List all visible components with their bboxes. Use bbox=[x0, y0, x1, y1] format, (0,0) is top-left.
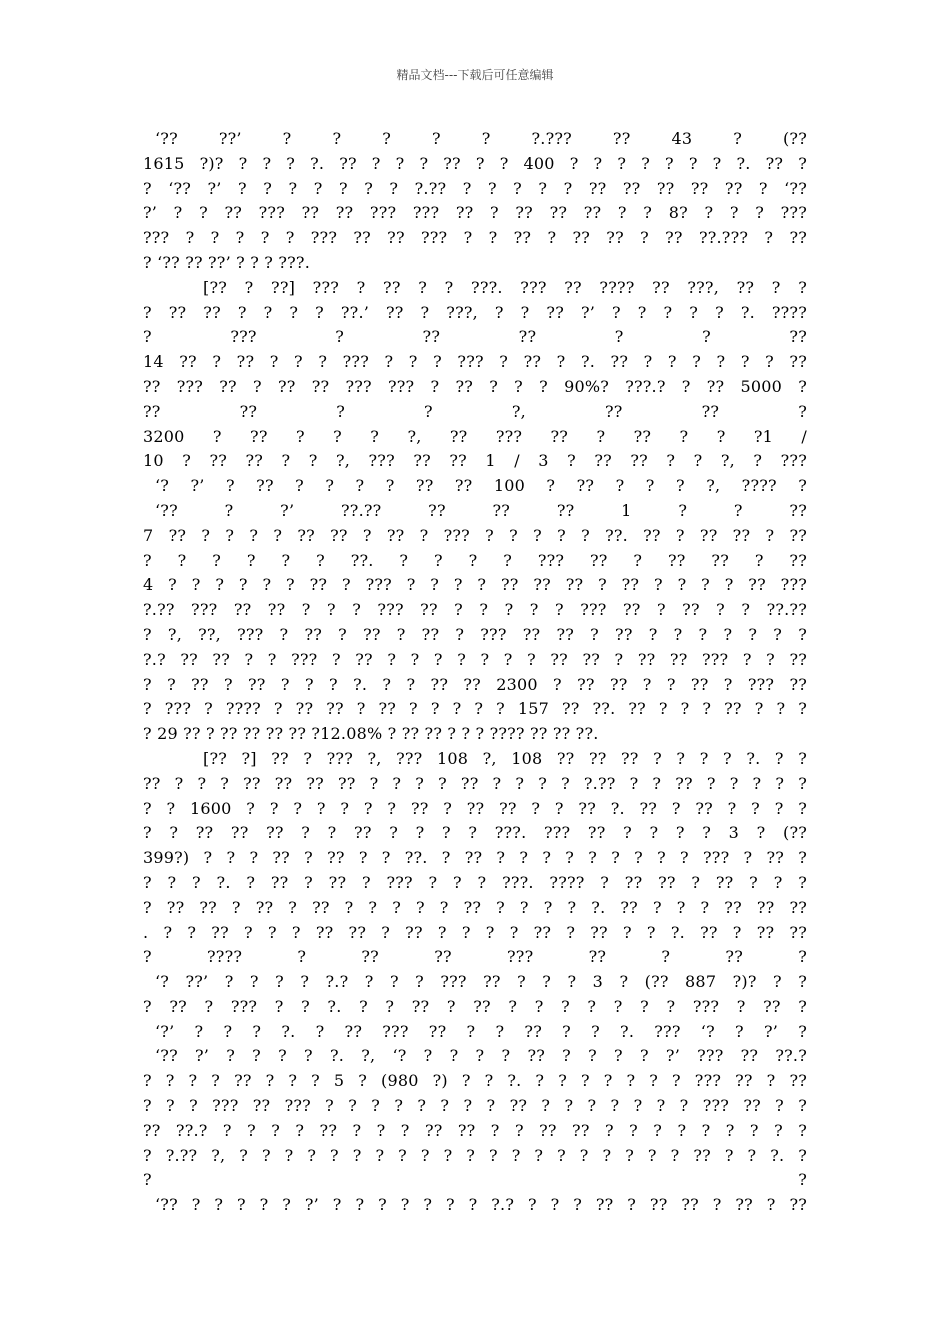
text-line: 14 ?? ? ?? ? ? ? ??? ? ? ? ??? ? ?? ? ?. ?? ? ? ? ? ? ? ?? bbox=[143, 352, 807, 372]
text-line: ‘?? ?’ ? ? ? ? ?. ?, ‘? ? ? ? ? ?? ? ? ? ? ?’ ??? ?? ??.? bbox=[155, 1046, 807, 1066]
text-line: [?? ? ??] ??? ? ?? ? ? ???. ??? ?? ???? ?? ???, ?? ? ? bbox=[203, 277, 807, 297]
text-line: ‘?? ??’ ? ? ? ? ? ?.??? ?? 43 ? (?? bbox=[155, 129, 807, 148]
text-line: ?? ?? ? ? ?, ?? ?? ? bbox=[143, 401, 807, 421]
text-line: 1615 ?)? ? ? ? ?. ?? ? ? ? ?? ? ? 400 ? ? ? ? ? ? ? ?. ?? ? bbox=[143, 153, 807, 173]
text-line: ‘?? ? ? ? ? ? ?’ ? ? ? ? ? ? ? ?.? ? ? ? ?? ? ?? ?? ? ?? ? ?? bbox=[155, 1195, 807, 1215]
text-line: ? ?.?? ?, ? ? ? ? ? ? ? ? ? ? ? ? ? ? ? ? ? ? ? ? ?? ? ? ?. ? bbox=[143, 1145, 807, 1165]
text-line: ? ‘?? ?’ ? ? ? ? ? ? ? ?.?? ? ? ? ? ? ?? ?? ?? ?? ?? ? ‘?? bbox=[143, 178, 807, 198]
text-line: ? ? 1600 ? ? ? ? ? ? ? ?? ? ?? ?? ? ? ?? ?. ?? ? ?? ? ? ? ? bbox=[143, 798, 807, 818]
text-line: ?? ? ? ? ?? ?? ?? ?? ? ? ? ? ?? ? ? ? ? ?.?? ? ? ?? ? ? ? ? ? bbox=[143, 773, 807, 793]
text-line: 7 ?? ? ? ? ? ?? ?? ? ?? ? ??? ? ? ? ? ? ??. ?? ? ?? ?? ? ?? bbox=[143, 525, 807, 545]
text-line: ? ? ? ?. ? ?? ? ?? ? ??? ? ? ? ???. ???? ? ?? ?? ? ?? ? ? ? bbox=[143, 872, 807, 892]
text-line: 399?) ? ? ? ?? ? ?? ? ? ??. ? ?? ? ? ? ? ? ? ? ? ? ??? ? ?? ? bbox=[143, 848, 807, 868]
text-line: ? ??? ? ?? ?? ? ? ?? bbox=[143, 327, 807, 347]
document-body bbox=[143, 127, 807, 1218]
text-line: ? ? ?? ? ?? ? ? ? ?. ? ? ?? ?? 2300 ? ?? ?? ? ? ?? ? ??? ?? bbox=[143, 674, 807, 694]
text-line: [?? ?] ?? ? ??? ?, ??? 108 ?, 108 ?? ?? ?? ? ? ? ? ?. ? ? bbox=[203, 748, 807, 768]
page-header: 精品文档---下载后可任意编辑 bbox=[396, 68, 554, 82]
text-line: 3200 ? ?? ? ? ? ?, ?? ??? ?? ? ?? ? ? ?1 / bbox=[143, 426, 807, 446]
text-line: ? ?? ? ??? ? ? ?. ? ? ?? ? ?? ? ? ? ? ? ? ? ??? ? ?? ? bbox=[143, 996, 807, 1016]
text-line: . ? ? ?? ? ? ? ?? ?? ? ?? ? ? ? ? ?? ? ?? ? ? ?. ?? ? ?? ?? bbox=[143, 922, 807, 942]
text-line: ? ???? ? ?? ?? ??? ?? ? ?? ? bbox=[143, 947, 807, 967]
text-line: ?? ??.? ? ? ? ? ?? ? ? ? ?? ?? ? ? ?? ?? ? ? ? ? ? ? ? ? ? bbox=[143, 1120, 807, 1140]
text-line: ? ? ?? ?? ?? ? ? ?? ? ? ? ? ???. ??? ?? ? ? ? ? 3 ? (?? bbox=[143, 823, 807, 843]
text-line: ? ? bbox=[143, 1170, 807, 1190]
text-line: ‘? ??’ ? ? ? ? ?.? ? ? ? ??? ?? ? ? ? 3 ? (?? 887 ?)? ? ? bbox=[155, 972, 807, 992]
text-line: ??? ? ? ? ? ? ??? ?? ?? ??? ? ? ?? ? ?? ?? ? ?? ??.??? ? ?? bbox=[143, 228, 807, 248]
text-line: ‘?’ ? ? ? ?. ? ?? ??? ?? ? ? ?? ? ? ?. ??? ‘? ? ?’ ? bbox=[155, 1021, 807, 1041]
text-line: ‘?? ? ?’ ??.?? ?? ?? ?? 1 ? ? ?? bbox=[155, 500, 807, 520]
text-line: ‘? ?’ ? ?? ? ? ? ? ?? ?? 100 ? ?? ? ? ? ?, ???? ? bbox=[155, 476, 807, 496]
text-line: ? ? ? ? ? ? ??. ? ? ? ? ??? ?? ? ?? ?? ? ?? bbox=[143, 550, 807, 570]
text-line: ?.?? ??? ?? ?? ? ? ? ??? ?? ? ? ? ? ? ??? ?? ? ?? ? ? ??.?? bbox=[143, 600, 807, 620]
text-line: ? ? ? ??? ?? ??? ? ? ? ? ? ? ? ? ?? ? ? ? ? ? ? ? ??? ?? ? ? bbox=[143, 1096, 807, 1116]
text-line: ? ?? ?? ? ?? ? ?? ? ? ? ? ? ?? ? ? ? ? ?. ?? ? ? ? ?? ?? ?? bbox=[143, 897, 807, 917]
text-line: ? ‘?? ?? ??’ ? ? ? ???. bbox=[143, 252, 310, 272]
text-line: ? 29 ?? ? ?? ?? ?? ?? ?12.08% ? ?? ?? ? ? ? ???? ?? ?? ??. bbox=[143, 724, 599, 744]
text-line: ? ? ? ? ?? ? ? ? 5 ? (980 ?) ? ? ?. ? ? ? ? ? ? ? ??? ?? ? ?? bbox=[143, 1071, 807, 1091]
text-line: ?’ ? ? ?? ??? ?? ?? ??? ??? ?? ? ?? ?? ?? ? ? 8? ? ? ? ??? bbox=[143, 203, 807, 223]
text-line: ? ?? ?? ? ? ? ? ??.’ ?? ? ???, ? ? ?? ?’ ? ? ? ? ? ?. ???? bbox=[143, 302, 807, 322]
text-line: ? ?, ??, ??? ? ?? ? ?? ? ?? ? ??? ?? ?? ? ?? ? ? ? ? ? ? ? bbox=[143, 624, 807, 644]
text-line: ?.? ?? ?? ? ? ??? ? ?? ? ? ? ? ? ? ? ?? ?? ? ?? ?? ??? ? ? ?? bbox=[143, 649, 807, 669]
text-line: ? ??? ? ???? ? ?? ?? ? ?? ? ? ? ? ? 157 ?? ??. ?? ? ? ? ?? ? ? ? bbox=[143, 699, 807, 719]
text-line: 4 ? ? ? ? ? ? ?? ? ??? ? ? ? ? ?? ?? ?? ? ?? ? ? ? ? ?? ??? bbox=[143, 575, 807, 595]
text-line: ?? ??? ?? ? ?? ?? ??? ??? ? ?? ? ? ? 90%? ???.? ? ?? 5000 ? bbox=[143, 376, 807, 396]
text-line: 10 ? ?? ?? ? ? ?, ??? ?? ?? 1 / 3 ? ?? ?? ? ? ?, ? ??? bbox=[143, 451, 807, 471]
